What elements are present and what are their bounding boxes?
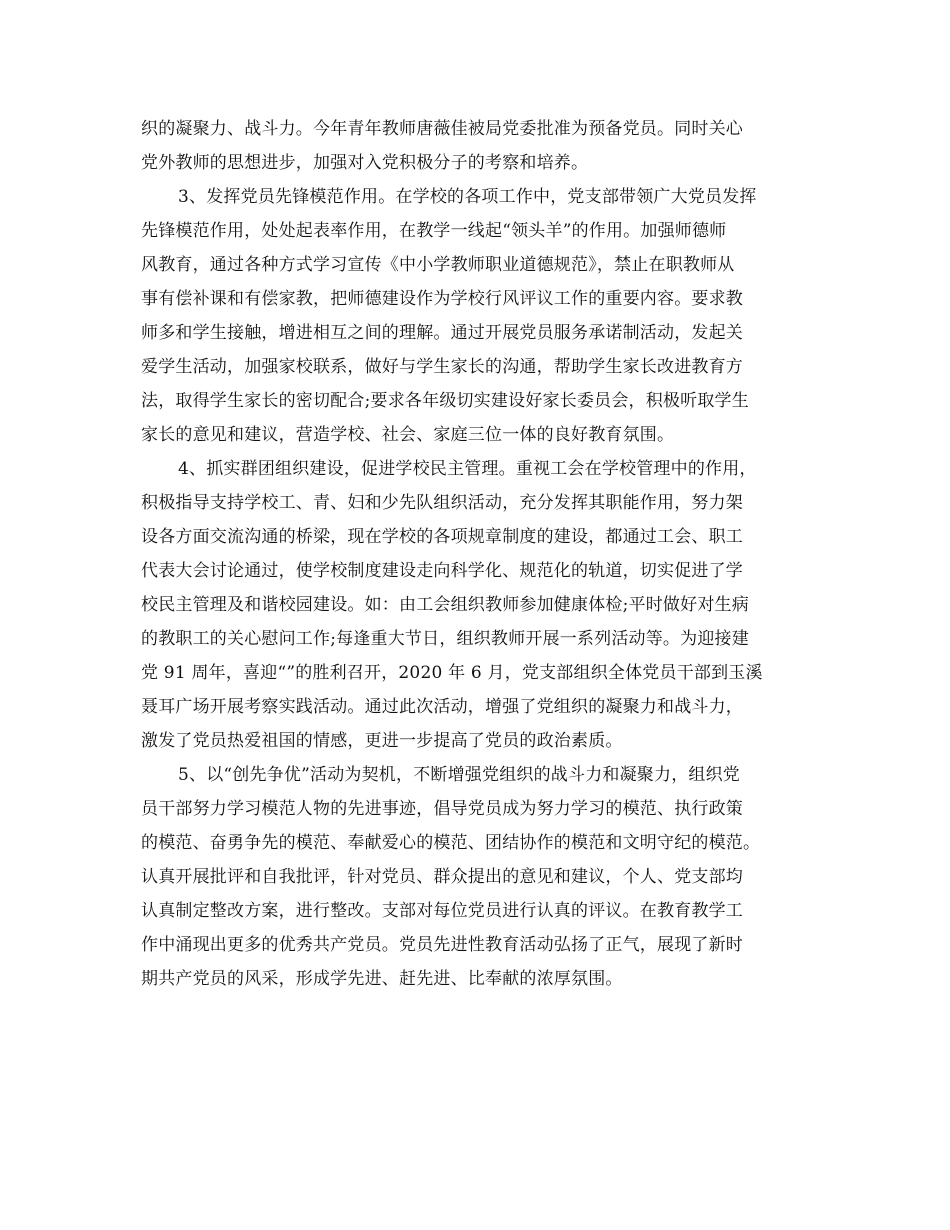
text-line: 代表大会讨论通过，使学校制度建设走向科学化、规范化的轨道，切实促进了学 <box>141 561 743 581</box>
text-line: 设各方面交流沟通的桥梁，现在学校的各项规章制度的建设，都通过工会、职工 <box>141 527 743 547</box>
text-line: 积极指导支持学校工、青、妇和少先队组织活动，充分发挥其职能作用，努力架 <box>141 493 743 513</box>
text-line: 激发了党员热爱祖国的情感，更进一步提高了党员的政治素质。 <box>141 731 623 751</box>
text-line: 校民主管理及和谐校园建设。如：由工会组织教师参加健康体检;平时做好对生病 <box>141 595 749 615</box>
text-line: 认真制定整改方案，进行整改。支部对每位党员进行认真的评议。在教育教学工 <box>141 901 743 921</box>
body-text <box>141 112 809 996</box>
text-line: 法，取得学生家长的密切配合;要求各年级切实建设好家长委员会，积极听取学生 <box>141 391 749 411</box>
text-line: 的模范、奋勇争先的模范、奉献爱心的模范、团结协作的模范和文明守纪的模范。 <box>141 833 761 853</box>
text-line: 作中涌现出更多的优秀共产党员。党员先进性教育活动弘扬了正气，展现了新时 <box>141 935 743 955</box>
text-line: 先锋模范作用，处处起表率作用，在教学一线起“领头羊”的作用。加强师德师 <box>141 221 727 241</box>
text-line: 的教职工的关心慰问工作;每逢重大节日，组织教师开展一系列活动等。为迎接建 <box>141 629 749 649</box>
text-line: 风教育，通过各种方式学习宣传《中小学教师职业道德规范》，禁止在职教师从 <box>141 255 735 275</box>
text-line: 事有偿补课和有偿家教，把师德建设作为学校行风评议工作的重要内容。要求教 <box>141 289 743 309</box>
text-line: 期共产党员的风采，形成学先进、赶先进、比奉献的浓厚氛围。 <box>141 969 623 989</box>
text-line: 爱学生活动，加强家校联系，做好与学生家长的沟通，帮助学生家长改进教育方 <box>141 357 743 377</box>
text-line: 员干部努力学习模范人物的先进事迹，倡导党员成为努力学习的模范、执行政策 <box>141 799 743 819</box>
text-line: 家长的意见和建议，营造学校、社会、家庭三位一体的良好教育氛围。 <box>141 425 675 445</box>
text-line: 织的凝聚力、战斗力。今年青年教师唐薇佳被局党委批准为预备党员。同时关心 <box>141 119 743 139</box>
text-line: 党外教师的思想进步，加强对入党积极分子的考察和培养。 <box>141 153 589 173</box>
paragraph-4-start: 4、抓实群团组织建设，促进学校民主管理。重视工会在学校管理中的作用， <box>178 459 757 479</box>
paragraph-5-start: 5、以“创先争优”活动为契机，不断增强党组织的战斗力和凝聚力，组织党 <box>178 765 740 785</box>
paragraph-3-start: 3、发挥党员先锋模范作用。在学校的各项工作中，党支部带领广大党员发挥 <box>178 187 757 207</box>
text-line: 聂耳广场开展考察实践活动。通过此次活动，增强了党组织的凝聚力和战斗力， <box>141 697 743 717</box>
text-line: 认真开展批评和自我批评，针对党员、群众提出的意见和建议，个人、党支部均 <box>141 867 743 887</box>
text-line: 师多和学生接触，增进相互之间的理解。通过开展党员服务承诺制活动，发起关 <box>141 323 743 343</box>
text-line: 党 91 周年，喜迎“”的胜利召开，2020 年 6 月，党支部组织全体党员干部到玉溪 <box>141 663 763 683</box>
